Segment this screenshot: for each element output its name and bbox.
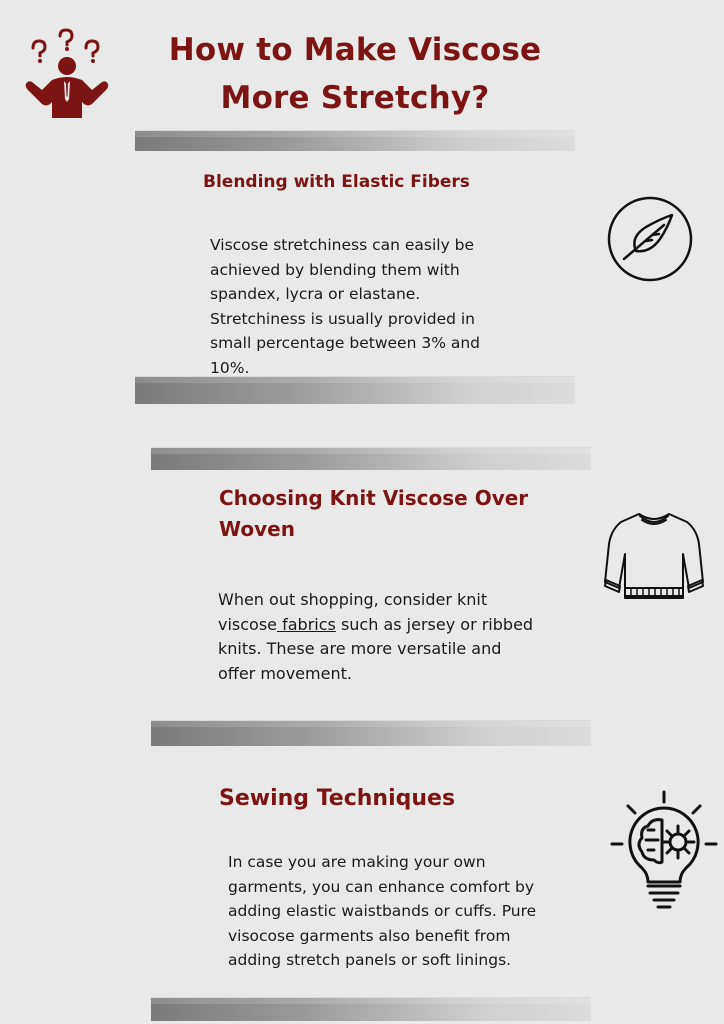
divider-bar <box>151 720 591 746</box>
section-heading-sewing: Sewing Techniques <box>219 786 456 811</box>
text-after-link: such as jersey or ribbed knits. These are more versatile and offer movement. <box>218 614 534 683</box>
divider-bar <box>135 130 575 151</box>
divider-bar <box>135 376 575 404</box>
section-text-sewing: In case you are making your own garments, you can enhance comfort by adding elastic waistbands or cuffs. Pure visocose garments also benefit from adding stretch panels or soft linings. <box>228 853 537 969</box>
section-text-blending: Viscose stretchiness can easily be achieved by blending them with spandex, lycra or elastane. Stretchiness is usually provided in small percentage between 3% and 10%. <box>210 236 481 377</box>
lightbulb-brain-icon <box>610 790 718 914</box>
divider-bar <box>151 447 591 470</box>
section-text-knit <box>218 588 538 686</box>
section-heading-blending: Blending with Elastic Fibers <box>203 172 470 192</box>
confused-person-icon <box>22 28 112 120</box>
fabrics-link[interactable]: fabrics <box>277 614 336 634</box>
feather-icon <box>606 195 694 283</box>
sweater-icon <box>604 508 704 600</box>
page-title: How to Make Viscose More Stretchy? <box>168 32 542 116</box>
divider-bar <box>151 997 591 1021</box>
section-heading-knit: Choosing Knit Viscose Over Woven <box>219 486 529 541</box>
text-before-link: When out shopping, consider knit viscose <box>218 590 488 634</box>
